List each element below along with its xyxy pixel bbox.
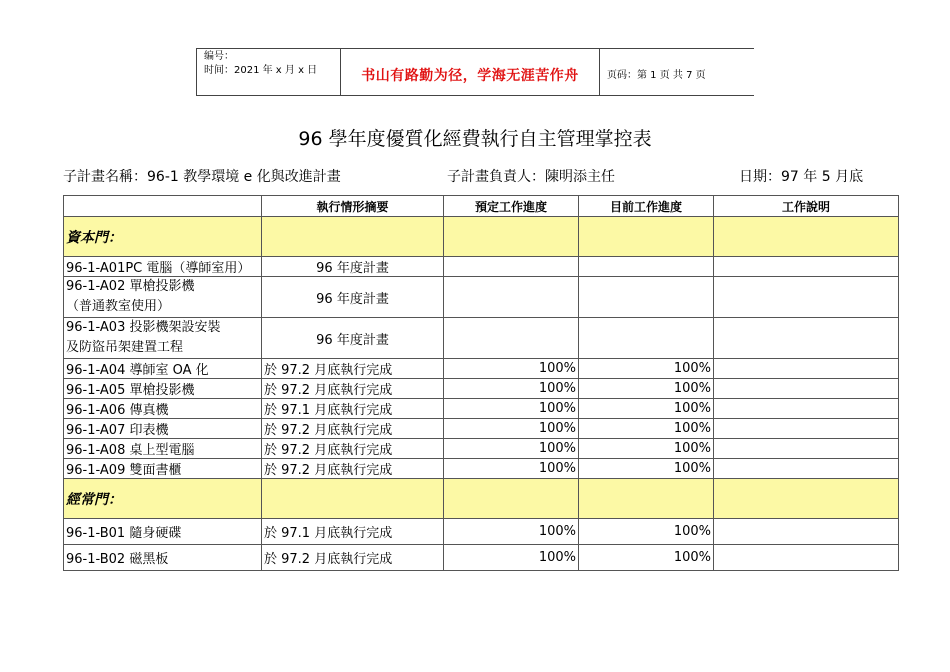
planned-progress: 100% [444,439,579,459]
motto-text: 书山有路勤为径，学海无涯苦作舟 [361,68,579,84]
current-progress: 100% [579,359,714,379]
page-title: 96 學年度優質化經費執行自主管理掌控表 [298,128,652,150]
item-line: 96-1-A02 單槍投影機 [66,279,195,294]
note-cell [714,419,899,439]
planned-progress: 100% [444,459,579,479]
summary-cell: 於 97.2 月底執行完成 [262,379,444,399]
section-label: 經常門： [64,479,262,519]
note-cell [714,359,899,379]
table-row [64,318,899,359]
current-progress: 100% [579,545,714,571]
plan-name: 子計畫名稱：96-1 教學環境 e 化與改進計畫 [63,169,341,185]
current-progress: 100% [579,459,714,479]
item-cell: 96-1-B02 磁黑板 [64,545,262,571]
item-line: （普通教室使用） [66,299,171,314]
table-row [64,359,899,379]
item-line: 96-1-A03 投影機架設安裝 [66,320,221,335]
note-cell [714,439,899,459]
report-date: 日期：97 年 5 月底 [739,169,864,185]
section-row-capital [64,217,899,257]
table-row [64,459,899,479]
summary-cell: 於 97.1 月底執行完成 [262,399,444,419]
summary-cell: 於 97.2 月底執行完成 [262,359,444,379]
number-label: 编号： [204,51,234,62]
summary-cell: 於 97.2 月底執行完成 [262,419,444,439]
header-cell: 工作說明 [714,196,899,217]
time-label: 时间：2021 年 x 月 x 日 [204,65,318,76]
current-progress: 100% [579,399,714,419]
current-progress: 100% [579,419,714,439]
note-cell [714,519,899,545]
plan-owner: 子計畫負責人：陳明添主任 [447,169,615,185]
planned-progress: 100% [444,399,579,419]
planned-progress: 100% [444,519,579,545]
note-cell [714,545,899,571]
section-row-recurring [64,479,899,519]
header-page-cell [600,48,754,96]
current-progress: 100% [579,439,714,459]
item-cell [64,277,262,318]
header-info-cell [196,48,340,96]
header-cell [64,196,262,217]
header-cell: 目前工作進度 [579,196,714,217]
item-cell: 96-1-A04 導師室 OA 化 [64,359,262,379]
control-table [63,195,899,571]
table-row [64,277,899,318]
item-cell: 96-1-A01PC 電腦（導師室用） [64,257,262,277]
item-cell: 96-1-A05 單槍投影機 [64,379,262,399]
header-cell: 執行情形摘要 [262,196,444,217]
header-cell: 預定工作進度 [444,196,579,217]
table-header-row [64,196,899,217]
table-row [64,257,899,277]
header-motto-cell [340,48,600,96]
item-cell: 96-1-B01 隨身硬碟 [64,519,262,545]
planned-progress: 100% [444,419,579,439]
summary-cell: 於 97.1 月底執行完成 [262,519,444,545]
current-progress: 100% [579,519,714,545]
table-row [64,545,899,571]
table-row [64,439,899,459]
summary-cell: 於 97.2 月底執行完成 [262,459,444,479]
summary-cell: 於 97.2 月底執行完成 [262,439,444,459]
item-cell [64,318,262,359]
item-line: 及防盜吊架建置工程 [66,340,184,355]
item-cell: 96-1-A07 印表機 [64,419,262,439]
current-progress: 100% [579,379,714,399]
document-header [196,48,754,96]
summary-cell: 於 97.2 月底執行完成 [262,545,444,571]
note-cell [714,399,899,419]
item-cell: 96-1-A09 雙面書櫃 [64,459,262,479]
planned-progress: 100% [444,379,579,399]
note-cell [714,459,899,479]
item-cell: 96-1-A06 傳真機 [64,399,262,419]
summary-cell: 96 年度計畫 [262,257,444,277]
summary-cell: 96 年度計畫 [262,277,444,318]
planned-progress: 100% [444,545,579,571]
page-label: 页码：第 1 页 共 7 页 [607,70,706,81]
note-cell [714,379,899,399]
table-row [64,379,899,399]
section-label: 資本門： [64,217,262,257]
table-row [64,399,899,419]
table-row [64,419,899,439]
item-cell: 96-1-A08 桌上型電腦 [64,439,262,459]
summary-cell: 96 年度計畫 [262,318,444,359]
table-row [64,519,899,545]
planned-progress: 100% [444,359,579,379]
